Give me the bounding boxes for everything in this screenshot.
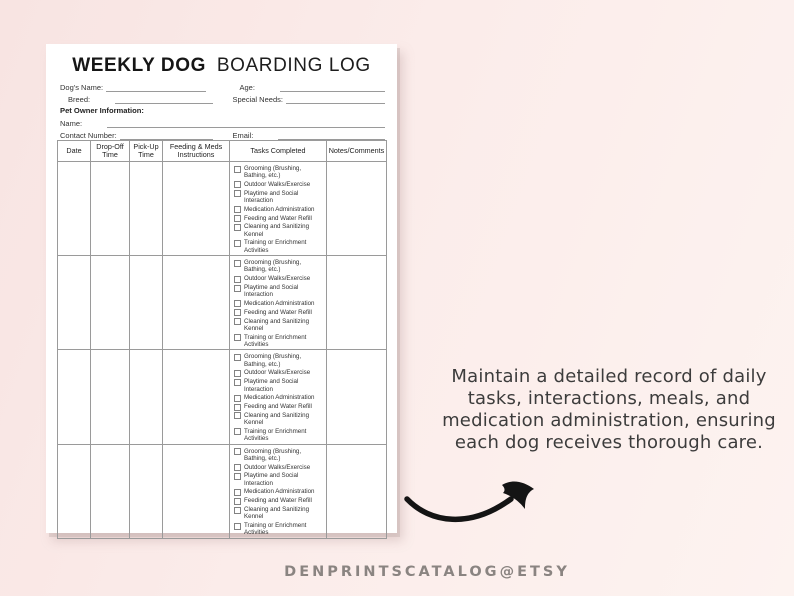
task-item (233, 506, 325, 521)
curved-arrow-icon (398, 472, 543, 534)
checkbox-icon (234, 395, 241, 402)
caption-line: each dog receives thorough care. (454, 432, 764, 453)
task-item (233, 428, 325, 443)
checkbox-icon (234, 224, 241, 231)
task-label: Cleaning and Sanitizing Kennel (244, 411, 310, 427)
cell-drop-off-time (91, 350, 130, 444)
column-header-feeding-meds-instructions: Feeding & Meds Instructions (163, 141, 230, 162)
task-label: Cleaning and Sanitizing Kennel (244, 317, 310, 332)
checkbox-icon (234, 334, 241, 341)
task-label: Cleaning and Sanitizing Kennel (244, 223, 310, 238)
field-underline-dogs-name (106, 82, 205, 92)
task-label: Outdoor Walks/Exercise (244, 275, 311, 283)
task-label: Training or Enrichment Activities (244, 333, 307, 348)
table-header-row (58, 141, 387, 162)
table-row (58, 350, 387, 444)
checkbox-icon (234, 285, 241, 292)
checkbox-icon (234, 181, 241, 188)
checkbox-icon (234, 498, 241, 505)
watermark: DENPRINTSCATALOG@ETSY (284, 564, 570, 580)
task-label: Training or Enrichment Activities (244, 427, 307, 443)
cell-feeding-meds-instructions (163, 256, 230, 350)
checkbox-icon (234, 379, 241, 386)
section-label-pet-owner-information: Pet Owner Information: (60, 106, 144, 116)
task-label: Training or Enrichment Activities (244, 522, 307, 537)
task-item (233, 378, 325, 393)
cell-drop-off-time (91, 256, 130, 350)
task-item (233, 206, 325, 214)
task-label: Feeding and Water Refill (244, 403, 312, 411)
task-label: Outdoor Walks/Exercise (244, 180, 311, 188)
task-item (233, 412, 325, 427)
checkbox-icon (234, 489, 241, 496)
checkbox-icon (234, 464, 241, 471)
task-label: Training or Enrichment Activities (244, 239, 307, 254)
task-label: Feeding and Water Refill (244, 497, 312, 505)
column-header-drop-off-time: Drop-Off Time (91, 141, 130, 162)
cell-date (58, 444, 91, 538)
checkbox-icon (234, 318, 241, 325)
task-label: Cleaning and Sanitizing Kennel (244, 506, 310, 521)
cell-notes-comments (327, 162, 387, 256)
task-checklist (230, 445, 326, 537)
field-label-age: Age: (239, 82, 255, 92)
field-label-contact-number: Contact Number: (60, 130, 117, 140)
task-label: Grooming (Brushing, Bathing, etc.) (244, 259, 302, 274)
task-item (233, 334, 325, 349)
cell-notes-comments (327, 256, 387, 350)
cell-feeding-meds-instructions (163, 162, 230, 256)
task-item (233, 472, 325, 487)
cell-date (58, 256, 91, 350)
task-label: Feeding and Water Refill (244, 214, 312, 222)
cell-notes-comments (327, 350, 387, 444)
checkbox-icon (234, 523, 241, 530)
task-label: Grooming (Brushing, Bathing, etc.) (244, 353, 302, 368)
task-item (233, 239, 325, 254)
task-label: Medication Administration (244, 394, 315, 402)
cell-feeding-meds-instructions (163, 350, 230, 444)
task-item (233, 190, 325, 205)
cell-tasks-completed (230, 256, 327, 350)
checkbox-icon (234, 412, 241, 419)
cell-drop-off-time (91, 444, 130, 538)
cell-pick-up-time (130, 162, 163, 256)
weekly-log-table (57, 140, 387, 539)
field-underline-breed (115, 94, 212, 104)
cell-pick-up-time (130, 350, 163, 444)
table-row (58, 162, 387, 256)
table-row (58, 444, 387, 538)
field-underline-special-needs (286, 94, 385, 104)
task-label: Medication Administration (244, 299, 315, 307)
task-item (233, 318, 325, 333)
column-header-notes-comments: Notes/Comments (327, 141, 387, 162)
task-item (233, 353, 325, 368)
task-label: Grooming (Brushing, Bathing, etc.) (244, 165, 302, 180)
cell-feeding-meds-instructions (163, 444, 230, 538)
task-item (233, 403, 325, 411)
header-row (58, 141, 387, 162)
task-label: Playtime and Social Interaction (244, 189, 299, 205)
cell-pick-up-time (130, 444, 163, 538)
task-checklist (230, 162, 326, 254)
field-underline-name (107, 118, 385, 128)
task-item (233, 394, 325, 402)
task-item (233, 448, 325, 463)
task-item (233, 497, 325, 505)
task-item (233, 275, 325, 283)
checkbox-icon (234, 206, 241, 213)
task-checklist (230, 256, 326, 348)
field-label-special-needs: Special Needs: (232, 94, 283, 104)
table-body (58, 162, 387, 539)
caption-line: tasks, interactions, meals, and (467, 388, 751, 409)
cell-pick-up-time (130, 256, 163, 350)
task-item (233, 181, 325, 189)
checkbox-icon (234, 300, 241, 307)
task-label: Outdoor Walks/Exercise (244, 463, 311, 471)
cell-tasks-completed (230, 444, 327, 538)
cell-drop-off-time (91, 162, 130, 256)
checkbox-icon (234, 473, 241, 480)
checkbox-icon (234, 507, 241, 514)
owner-dog-info-fields (60, 80, 385, 140)
checkbox-icon (234, 428, 241, 435)
checkbox-icon (234, 370, 241, 377)
task-item (233, 215, 325, 223)
checkbox-icon (234, 240, 241, 247)
task-item (233, 223, 325, 238)
task-label: Playtime and Social Interaction (244, 472, 299, 487)
task-item (233, 259, 325, 274)
checkbox-icon (234, 215, 241, 222)
task-label: Playtime and Social Interaction (244, 378, 299, 393)
checkbox-icon (234, 448, 241, 455)
task-label: Medication Administration (244, 205, 315, 213)
cell-tasks-completed (230, 162, 327, 256)
cell-tasks-completed (230, 350, 327, 444)
task-item (233, 522, 325, 537)
cell-notes-comments (327, 444, 387, 538)
checkbox-icon (234, 354, 241, 361)
task-checklist (230, 350, 326, 442)
task-label: Feeding and Water Refill (244, 308, 312, 316)
title-bold: WEEKLY DOG (72, 55, 206, 76)
task-item (233, 464, 325, 472)
field-underline-contact-number (120, 130, 213, 140)
task-label: Medication Administration (244, 488, 315, 496)
task-item (233, 165, 325, 180)
checkbox-icon (234, 260, 241, 267)
checkbox-icon (234, 309, 241, 316)
title-regular: BOARDING LOG (216, 55, 371, 76)
task-item (233, 300, 325, 308)
field-underline-age (280, 82, 385, 92)
checkbox-icon (234, 166, 241, 173)
column-header-date: Date (58, 141, 91, 162)
task-item (233, 369, 325, 377)
checkbox-icon (234, 190, 241, 197)
caption-line: medication administration, ensuring (442, 410, 776, 431)
field-label-name: Name: (60, 118, 83, 128)
field-label-breed: Breed: (68, 94, 91, 104)
boarding-log-sheet (46, 44, 397, 537)
field-underline-email (278, 130, 385, 140)
task-label: Outdoor Walks/Exercise (244, 369, 311, 377)
caption-text (424, 366, 794, 454)
field-label-email: Email: (232, 130, 254, 140)
checkbox-icon (234, 276, 241, 283)
cell-date (58, 162, 91, 256)
sheet-title (46, 55, 397, 77)
task-item (233, 284, 325, 299)
checkbox-icon (234, 404, 241, 411)
task-item (233, 488, 325, 496)
column-header-pick-up-time: Pick-Up Time (130, 141, 163, 162)
caption-line: Maintain a detailed record of daily (451, 366, 767, 387)
task-label: Playtime and Social Interaction (244, 284, 299, 299)
cell-date (58, 350, 91, 444)
table-row (58, 256, 387, 350)
field-label-dogs-name: Dog's Name: (60, 82, 104, 92)
task-item (233, 309, 325, 317)
column-header-tasks-completed: Tasks Completed (230, 141, 327, 162)
task-label: Grooming (Brushing, Bathing, etc.) (244, 447, 302, 462)
